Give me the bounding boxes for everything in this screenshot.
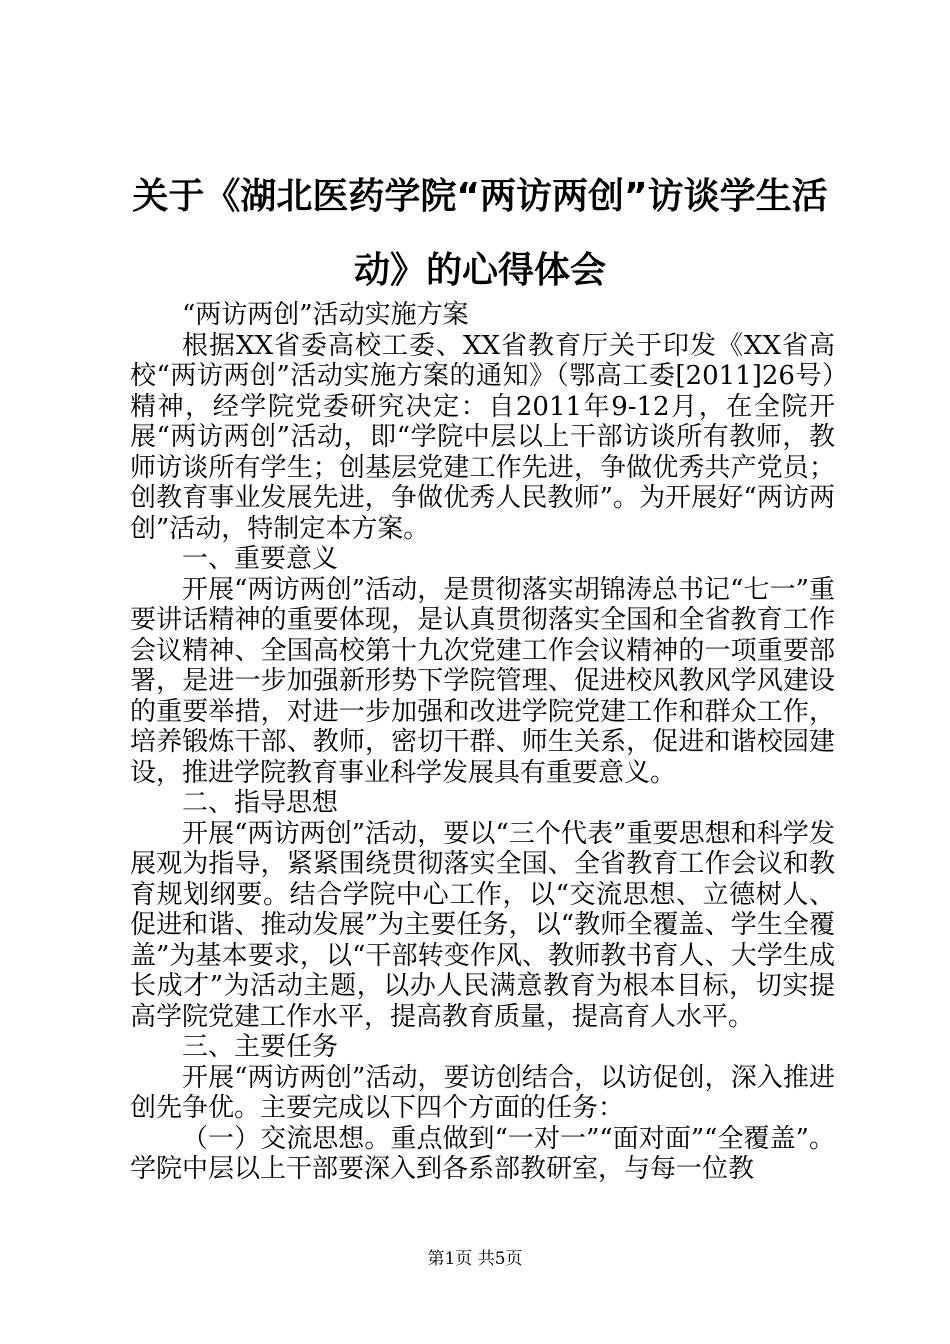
heading-guiding-ideology: 二、指导思想 — [182, 788, 339, 818]
paragraph-main-tasks: 开展“两访两创”活动，要访创结合，以访促创，深入推进创先争优。主要完成以下四个方面的任务： — [130, 1062, 835, 1123]
paragraph-plan-title: “两访两创”活动实施方案 — [182, 300, 469, 330]
paragraph-guiding-ideology: 开展“两访两创”活动，要以“三个代表”重要思想和科学发展观为指导，紧紧围绕贯彻落实全国、全省教育工作会议和教育规划纲要。结合学院中心工作，以“交流思想、立德树人、促进和谐、推动发展”为主要任务，以“教师全覆盖、学生全覆盖”为基本要求，以“干部转变作风、教师教书育人、大学生成长成才”为活动主题，以办人民满意教育为根本目标，切实提高学院党建工作水平，提高教育质量，提高育人水平。 — [130, 818, 835, 1032]
document-title: 关于《湖北医药学院“两访两创”访谈学生活动》的心得体会 — [132, 176, 828, 291]
paragraph-task-one: （一）交流思想。重点做到“一对一”“面对面”“全覆盖”。学院中层以上干部要深入到各系部教研室，与每一位教 — [130, 1123, 835, 1184]
document-body — [130, 300, 835, 1185]
page-number: 第1页 共5页 — [427, 1249, 523, 1269]
heading-significance: 一、重要意义 — [182, 544, 339, 574]
heading-main-tasks: 三、主要任务 — [182, 1032, 339, 1062]
paragraph-significance: 开展“两访两创”活动，是贯彻落实胡锦涛总书记“七一”重要讲话精神的重要体现，是认真贯彻落实全国和全省教育工作会议精神、全国高校第十九次党建工作会议精神的一项重要部署，是进一步加强新形势下学院管理、促进校风教风学风建设的重要举措，对进一步加强和改进学院党建工作和群众工作，培养锻炼干部、教师，密切干群、师生关系，促进和谐校园建设，推进学院教育事业科学发展具有重要意义。 — [130, 574, 835, 788]
paragraph-intro: 根据XX省委高校工委、XX省教育厅关于印发《XX省高校“两访两创”活动实施方案的通知》（鄂高工委[2011]26号）精神，经学院党委研究决定：自2011年9-12月，在全院开展“两访两创”活动，即“学院中层以上干部访谈所有教师，教师访谈所有学生；创基层党建工作先进，争做优秀共产党员；创教育事业发展先进，争做优秀人民教师”。为开展好“两访两创”活动，特制定本方案。 — [130, 330, 835, 544]
